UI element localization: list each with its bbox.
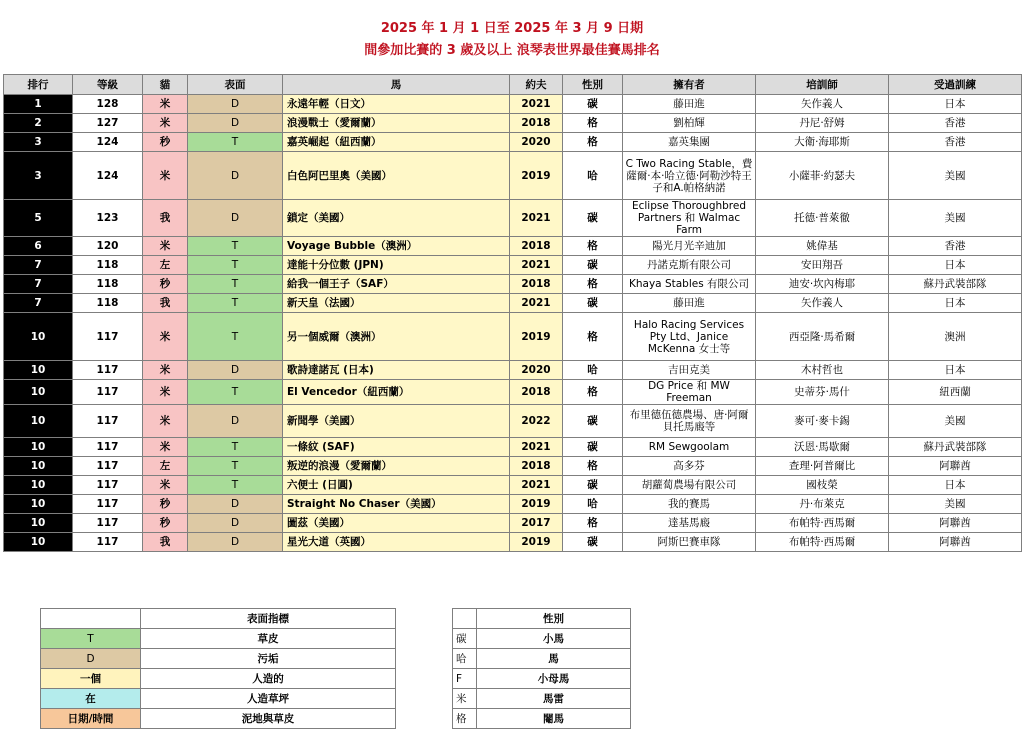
foal-year: 2020 bbox=[510, 361, 563, 380]
sex-cell: 碳 bbox=[563, 256, 623, 275]
sex-code-colt: 碳 bbox=[453, 629, 477, 649]
sex-label-filly: 小母馬 bbox=[477, 669, 631, 689]
rating-cell: 118 bbox=[73, 256, 143, 275]
foal-year: 2019 bbox=[510, 495, 563, 514]
surface-legend-header: 表面指標 bbox=[141, 609, 396, 629]
legend-code-artificial: 一個 bbox=[41, 669, 141, 689]
legend-label-artificial-turf: 人造草坪 bbox=[141, 689, 396, 709]
foal-year: 2018 bbox=[510, 275, 563, 294]
horse-name: 浪漫戰士（愛爾蘭） bbox=[283, 114, 510, 133]
sex-code-horse: 哈 bbox=[453, 649, 477, 669]
surface-legend bbox=[40, 608, 396, 729]
sex-code-mare: 米 bbox=[453, 689, 477, 709]
trainer-cell: 布帕特·西馬爾 bbox=[756, 533, 889, 552]
rank-cell: 1 bbox=[4, 95, 73, 114]
sex-legend-corner bbox=[453, 609, 477, 629]
sex-legend-header: 性別 bbox=[477, 609, 631, 629]
col-header-rating: 等級 bbox=[73, 75, 143, 95]
surface-cell: D bbox=[188, 200, 283, 237]
table-row bbox=[4, 457, 1022, 476]
surface-cell: T bbox=[188, 294, 283, 313]
sex-cell: 格 bbox=[563, 313, 623, 361]
table-row bbox=[4, 380, 1022, 405]
rank-cell: 7 bbox=[4, 294, 73, 313]
trained-in-cell: 阿聯酋 bbox=[889, 514, 1022, 533]
owner-cell: 高多芬 bbox=[623, 457, 756, 476]
foal-year: 2021 bbox=[510, 294, 563, 313]
owner-cell: 吉田克美 bbox=[623, 361, 756, 380]
rank-cell: 10 bbox=[4, 361, 73, 380]
owner-cell: 陽光月光辛迪加 bbox=[623, 237, 756, 256]
category-cell: 米 bbox=[143, 152, 188, 200]
owner-cell: Khaya Stables 有限公司 bbox=[623, 275, 756, 294]
rank-cell: 3 bbox=[4, 133, 73, 152]
owner-cell: 劉柏輝 bbox=[623, 114, 756, 133]
foal-year: 2021 bbox=[510, 95, 563, 114]
horse-name: 給我一個王子（SAF） bbox=[283, 275, 510, 294]
category-cell: 米 bbox=[143, 114, 188, 133]
category-cell: 米 bbox=[143, 313, 188, 361]
table-row bbox=[4, 95, 1022, 114]
foal-year: 2019 bbox=[510, 533, 563, 552]
rating-cell: 124 bbox=[73, 152, 143, 200]
foal-year: 2017 bbox=[510, 514, 563, 533]
legend-code-turf: T bbox=[41, 629, 141, 649]
trainer-cell: 矢作義人 bbox=[756, 95, 889, 114]
table-row bbox=[4, 476, 1022, 495]
surface-cell: T bbox=[188, 438, 283, 457]
trained-in-cell: 香港 bbox=[889, 133, 1022, 152]
sex-label-colt: 小馬 bbox=[477, 629, 631, 649]
trainer-cell: 史蒂芬·馬什 bbox=[756, 380, 889, 405]
sex-code-gelding: 格 bbox=[453, 709, 477, 729]
rank-cell: 10 bbox=[4, 476, 73, 495]
col-header-horse: 馬 bbox=[283, 75, 510, 95]
sex-cell: 碳 bbox=[563, 200, 623, 237]
trained-in-cell: 美國 bbox=[889, 200, 1022, 237]
horse-name: 歌詩達諾瓦 (日本) bbox=[283, 361, 510, 380]
horse-name: 永遠年輕（日文） bbox=[283, 95, 510, 114]
col-header-rank: 排行 bbox=[4, 75, 73, 95]
rank-cell: 7 bbox=[4, 256, 73, 275]
rating-cell: 117 bbox=[73, 361, 143, 380]
owner-cell: RM Sewgoolam bbox=[623, 438, 756, 457]
sex-cell: 哈 bbox=[563, 361, 623, 380]
owner-cell: DG Price 和 MW Freeman bbox=[623, 380, 756, 405]
horse-name: 另一個威爾（澳洲） bbox=[283, 313, 510, 361]
foal-year: 2021 bbox=[510, 256, 563, 275]
table-row bbox=[4, 514, 1022, 533]
sex-cell: 格 bbox=[563, 457, 623, 476]
category-cell: 左 bbox=[143, 457, 188, 476]
category-cell: 米 bbox=[143, 438, 188, 457]
rank-cell: 10 bbox=[4, 438, 73, 457]
rank-cell: 2 bbox=[4, 114, 73, 133]
rating-cell: 117 bbox=[73, 476, 143, 495]
owner-cell: 布里德伍德農場、唐·阿爾貝托馬廄等 bbox=[623, 405, 756, 438]
foal-year: 2020 bbox=[510, 133, 563, 152]
category-cell: 左 bbox=[143, 256, 188, 275]
horse-name: 六便士 (日圓) bbox=[283, 476, 510, 495]
table-row bbox=[4, 256, 1022, 275]
table-row bbox=[4, 313, 1022, 361]
legend-code-dirt-turf: 日期/時間 bbox=[41, 709, 141, 729]
sex-cell: 格 bbox=[563, 114, 623, 133]
rating-cell: 118 bbox=[73, 275, 143, 294]
rating-cell: 117 bbox=[73, 405, 143, 438]
rank-cell: 5 bbox=[4, 200, 73, 237]
surface-cell: T bbox=[188, 237, 283, 256]
rank-cell: 10 bbox=[4, 313, 73, 361]
rank-cell: 10 bbox=[4, 380, 73, 405]
trained-in-cell: 香港 bbox=[889, 237, 1022, 256]
surface-cell: T bbox=[188, 313, 283, 361]
owner-cell: 我的賽馬 bbox=[623, 495, 756, 514]
legend-label-turf: 草皮 bbox=[141, 629, 396, 649]
foal-year: 2019 bbox=[510, 313, 563, 361]
trainer-cell: 安田翔吾 bbox=[756, 256, 889, 275]
owner-cell: 藤田進 bbox=[623, 294, 756, 313]
surface-cell: D bbox=[188, 514, 283, 533]
trainer-cell: 丹·布萊克 bbox=[756, 495, 889, 514]
trainer-cell: 大衛·海耶斯 bbox=[756, 133, 889, 152]
legend-code-dirt: D bbox=[41, 649, 141, 669]
foal-year: 2021 bbox=[510, 200, 563, 237]
trainer-cell: 國枝榮 bbox=[756, 476, 889, 495]
col-header-year: 約夫 bbox=[510, 75, 563, 95]
surface-cell: T bbox=[188, 133, 283, 152]
horse-name: 一條紋 (SAF) bbox=[283, 438, 510, 457]
table-row bbox=[4, 361, 1022, 380]
trainer-cell: 木村哲也 bbox=[756, 361, 889, 380]
horse-name: 嘉英崛起（紐西蘭） bbox=[283, 133, 510, 152]
surface-cell: D bbox=[188, 152, 283, 200]
col-header-sex: 性別 bbox=[563, 75, 623, 95]
surface-cell: D bbox=[188, 533, 283, 552]
foal-year: 2021 bbox=[510, 476, 563, 495]
foal-year: 2018 bbox=[510, 237, 563, 256]
sex-cell: 碳 bbox=[563, 95, 623, 114]
table-row bbox=[4, 237, 1022, 256]
trained-in-cell: 日本 bbox=[889, 95, 1022, 114]
foal-year: 2018 bbox=[510, 457, 563, 476]
sex-cell: 哈 bbox=[563, 495, 623, 514]
trained-in-cell: 阿聯酋 bbox=[889, 457, 1022, 476]
rating-cell: 120 bbox=[73, 237, 143, 256]
trainer-cell: 沃恩·馬歇爾 bbox=[756, 438, 889, 457]
surface-cell: T bbox=[188, 476, 283, 495]
category-cell: 我 bbox=[143, 533, 188, 552]
horse-name: 新聞學（美國） bbox=[283, 405, 510, 438]
trained-in-cell: 日本 bbox=[889, 294, 1022, 313]
horse-name: 白色阿巴里奧（美國） bbox=[283, 152, 510, 200]
table-row bbox=[4, 152, 1022, 200]
owner-cell: 阿斯巴賽車隊 bbox=[623, 533, 756, 552]
trainer-cell: 查理·阿普爾比 bbox=[756, 457, 889, 476]
owner-cell: 藤田進 bbox=[623, 95, 756, 114]
surface-cell: D bbox=[188, 361, 283, 380]
rank-cell: 6 bbox=[4, 237, 73, 256]
trained-in-cell: 日本 bbox=[889, 361, 1022, 380]
rating-cell: 117 bbox=[73, 313, 143, 361]
col-header-owner: 擁有者 bbox=[623, 75, 756, 95]
trained-in-cell: 美國 bbox=[889, 152, 1022, 200]
table-header-row bbox=[4, 75, 1022, 95]
trainer-cell: 矢作義人 bbox=[756, 294, 889, 313]
rating-cell: 128 bbox=[73, 95, 143, 114]
title-line-2: 間參加比賽的 3 歲及以上 浪琴表世界最佳賽馬排名 bbox=[364, 43, 660, 58]
table-row bbox=[4, 114, 1022, 133]
trained-in-cell: 蘇丹武裝部隊 bbox=[889, 438, 1022, 457]
title-line-1: 2025 年 1 月 1 日至 2025 年 3 月 9 日期 bbox=[380, 21, 644, 36]
rating-cell: 117 bbox=[73, 533, 143, 552]
horse-name: 叛逆的浪漫（愛爾蘭） bbox=[283, 457, 510, 476]
horse-name: 鎖定（美國） bbox=[283, 200, 510, 237]
table-row bbox=[4, 200, 1022, 237]
trained-in-cell: 蘇丹武裝部隊 bbox=[889, 275, 1022, 294]
category-cell: 秒 bbox=[143, 514, 188, 533]
trainer-cell: 布帕特·西馬爾 bbox=[756, 514, 889, 533]
horse-name: 達能十分位數 (JPN) bbox=[283, 256, 510, 275]
rating-cell: 118 bbox=[73, 294, 143, 313]
legend-code-artificial-turf: 在 bbox=[41, 689, 141, 709]
category-cell: 我 bbox=[143, 200, 188, 237]
horse-name: 新天皇（法國） bbox=[283, 294, 510, 313]
rank-cell: 10 bbox=[4, 457, 73, 476]
category-cell: 我 bbox=[143, 294, 188, 313]
sex-cell: 格 bbox=[563, 237, 623, 256]
sex-cell: 格 bbox=[563, 514, 623, 533]
sex-label-gelding: 閹馬 bbox=[477, 709, 631, 729]
category-cell: 米 bbox=[143, 361, 188, 380]
category-cell: 米 bbox=[143, 380, 188, 405]
trainer-cell: 丹尼·舒姆 bbox=[756, 114, 889, 133]
legend-label-dirt-turf: 泥地與草皮 bbox=[141, 709, 396, 729]
surface-cell: T bbox=[188, 457, 283, 476]
trainer-cell: 姚偉基 bbox=[756, 237, 889, 256]
legend-corner bbox=[41, 609, 141, 629]
category-cell: 米 bbox=[143, 476, 188, 495]
category-cell: 米 bbox=[143, 405, 188, 438]
table-row bbox=[4, 294, 1022, 313]
sex-cell: 格 bbox=[563, 275, 623, 294]
table-row bbox=[4, 133, 1022, 152]
sex-cell: 碳 bbox=[563, 476, 623, 495]
trained-in-cell: 美國 bbox=[889, 495, 1022, 514]
rank-cell: 10 bbox=[4, 495, 73, 514]
horse-name: 星光大道（英國） bbox=[283, 533, 510, 552]
owner-cell: C Two Racing Stable，費薩爾·本·哈立德·阿勒沙特王子和A.帕格納諾 bbox=[623, 152, 756, 200]
category-cell: 秒 bbox=[143, 495, 188, 514]
surface-cell: D bbox=[188, 95, 283, 114]
col-header-trainer: 培訓師 bbox=[756, 75, 889, 95]
sex-cell: 哈 bbox=[563, 152, 623, 200]
owner-cell: 達基馬廄 bbox=[623, 514, 756, 533]
trained-in-cell: 澳洲 bbox=[889, 313, 1022, 361]
table-row bbox=[4, 495, 1022, 514]
foal-year: 2019 bbox=[510, 152, 563, 200]
sex-cell: 碳 bbox=[563, 294, 623, 313]
foal-year: 2022 bbox=[510, 405, 563, 438]
owner-cell: 丹諾克斯有限公司 bbox=[623, 256, 756, 275]
rank-cell: 10 bbox=[4, 533, 73, 552]
trained-in-cell: 日本 bbox=[889, 256, 1022, 275]
rating-cell: 127 bbox=[73, 114, 143, 133]
horse-name: Voyage Bubble（澳洲） bbox=[283, 237, 510, 256]
trainer-cell: 托德·普萊徹 bbox=[756, 200, 889, 237]
legend-label-artificial: 人造的 bbox=[141, 669, 396, 689]
ranking-table bbox=[3, 74, 1022, 552]
owner-cell: Halo Racing Services Pty Ltd、Janice McKenna 女士等 bbox=[623, 313, 756, 361]
horse-name: El Vencedor（紐西蘭） bbox=[283, 380, 510, 405]
rating-cell: 117 bbox=[73, 457, 143, 476]
legend-label-dirt: 污垢 bbox=[141, 649, 396, 669]
table-row bbox=[4, 275, 1022, 294]
rating-cell: 117 bbox=[73, 495, 143, 514]
trainer-cell: 麥可·麥卡錫 bbox=[756, 405, 889, 438]
rating-cell: 117 bbox=[73, 380, 143, 405]
category-cell: 米 bbox=[143, 237, 188, 256]
horse-name: Straight No Chaser（美國） bbox=[283, 495, 510, 514]
foal-year: 2018 bbox=[510, 114, 563, 133]
owner-cell: Eclipse Thoroughbred Partners 和 Walmac Farm bbox=[623, 200, 756, 237]
foal-year: 2021 bbox=[510, 438, 563, 457]
rank-cell: 3 bbox=[4, 152, 73, 200]
col-header-trained: 受過訓練 bbox=[889, 75, 1022, 95]
surface-cell: D bbox=[188, 495, 283, 514]
col-header-surface: 表面 bbox=[188, 75, 283, 95]
table-row bbox=[4, 405, 1022, 438]
sex-label-mare: 馬雷 bbox=[477, 689, 631, 709]
surface-cell: D bbox=[188, 114, 283, 133]
sex-cell: 格 bbox=[563, 133, 623, 152]
rank-cell: 10 bbox=[4, 405, 73, 438]
foal-year: 2018 bbox=[510, 380, 563, 405]
trained-in-cell: 日本 bbox=[889, 476, 1022, 495]
trainer-cell: 西亞隆·馬希爾 bbox=[756, 313, 889, 361]
rank-cell: 10 bbox=[4, 514, 73, 533]
rating-cell: 117 bbox=[73, 514, 143, 533]
trainer-cell: 迪安·坎內梅耶 bbox=[756, 275, 889, 294]
col-header-category: 貓 bbox=[143, 75, 188, 95]
sex-cell: 碳 bbox=[563, 533, 623, 552]
surface-cell: T bbox=[188, 275, 283, 294]
rating-cell: 123 bbox=[73, 200, 143, 237]
horse-name: 圖茲（美國） bbox=[283, 514, 510, 533]
category-cell: 秒 bbox=[143, 133, 188, 152]
category-cell: 秒 bbox=[143, 275, 188, 294]
surface-cell: D bbox=[188, 405, 283, 438]
trained-in-cell: 香港 bbox=[889, 114, 1022, 133]
category-cell: 米 bbox=[143, 95, 188, 114]
trained-in-cell: 紐西蘭 bbox=[889, 380, 1022, 405]
sex-label-horse: 馬 bbox=[477, 649, 631, 669]
rating-cell: 117 bbox=[73, 438, 143, 457]
sex-cell: 碳 bbox=[563, 405, 623, 438]
sex-legend bbox=[452, 608, 631, 729]
trainer-cell: 小薩菲·約瑟夫 bbox=[756, 152, 889, 200]
table-row bbox=[4, 438, 1022, 457]
trained-in-cell: 阿聯酋 bbox=[889, 533, 1022, 552]
sex-cell: 碳 bbox=[563, 438, 623, 457]
sex-cell: 格 bbox=[563, 380, 623, 405]
trained-in-cell: 美國 bbox=[889, 405, 1022, 438]
rank-cell: 7 bbox=[4, 275, 73, 294]
surface-cell: T bbox=[188, 380, 283, 405]
sex-code-filly: F bbox=[453, 669, 477, 689]
surface-cell: T bbox=[188, 256, 283, 275]
rating-cell: 124 bbox=[73, 133, 143, 152]
owner-cell: 嘉英集團 bbox=[623, 133, 756, 152]
owner-cell: 胡蘿蔔農場有限公司 bbox=[623, 476, 756, 495]
table-row bbox=[4, 533, 1022, 552]
